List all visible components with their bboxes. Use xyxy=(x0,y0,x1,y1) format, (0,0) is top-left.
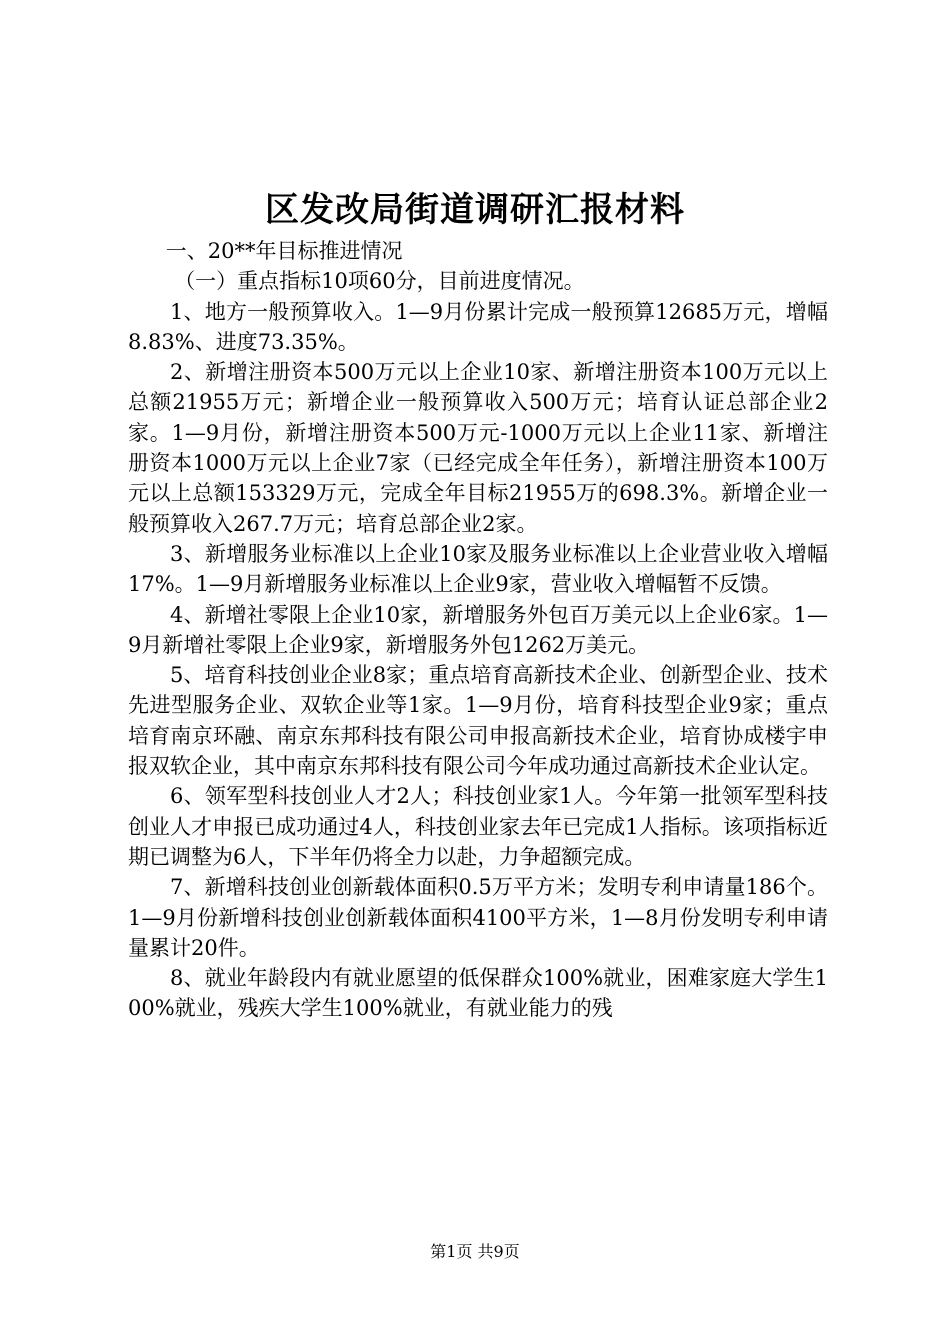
document-title: 区发改局街道调研汇报材料 xyxy=(265,190,685,230)
section-heading: 一、20**年目标推进情况 xyxy=(165,239,403,263)
paragraph-item-4: 4、新增社零限上企业10家，新增服务外包百万美元以上企业6家。1—9月新增社零限上企业9家，新增服务外包1262万美元。 xyxy=(128,602,828,657)
paragraph-item-8: 8、就业年龄段内有就业愿望的低保群众100%就业，困难家庭大学生100%就业，残疾大学生100%就业，有就业能力的残 xyxy=(128,966,828,1021)
paragraph-item-3: 3、新增服务业标准以上企业10家及服务业标准以上企业营业收入增幅17%。1—9月新增服务业标准以上企业9家，营业收入增幅暂不反馈。 xyxy=(128,541,828,597)
page-number-footer: 第1页 共9页 xyxy=(430,1242,520,1261)
paragraph-item-5: 5、培育科技创业企业8家；重点培育高新技术企业、创新型企业、技术先进型服务企业、双软企业等1家。1—9月份，培育科技型企业9家；重点培育南京环融、南京东邦科技有限公司申报高新技术企业，培育协成楼宇申报双软企业，其中南京东邦科技有限公司今年成功通过高新技术企业认定。 xyxy=(128,663,828,779)
subsection-heading: （一）重点指标10项60分，目前进度情况。 xyxy=(174,269,585,294)
paragraph-item-6: 6、领军型科技创业人才2人；科技创业家1人。今年第一批领军型科技创业人才申报已成功通过4人，科技创业家去年已完成1人指标。该项指标近期已调整为6人，下半年仍将全力以赴，力争超额完成。 xyxy=(128,784,828,869)
paragraph-item-7: 7、新增科技创业创新载体面积0.5万平方米；发明专利申请量186个。1—9月份新增科技创业创新载体面积4100平方米，1—8月份发明专利申请量累计20件。 xyxy=(128,875,828,960)
paragraph-item-2: 2、新增注册资本500万元以上企业10家、新增注册资本100万元以上总额21955万元；新增企业一般预算收入500万元；培育认证总部企业2家。1—9月份，新增注册资本500万元-1000万元以上企业11家、新增注册资本1000万元以上企业7家（已经完成全年任务），新增注册资本100万元以上总额153329万元，完成全年目标21955万的698.3%。新增企业一般预算收入267.7万元；培育总部企业2家。 xyxy=(128,360,828,536)
document-body xyxy=(128,236,828,1024)
paragraph-item-1: 1、地方一般预算收入。1—9月份累计完成一般预算12685万元，增幅8.83%、进度73.35%。 xyxy=(128,299,828,354)
